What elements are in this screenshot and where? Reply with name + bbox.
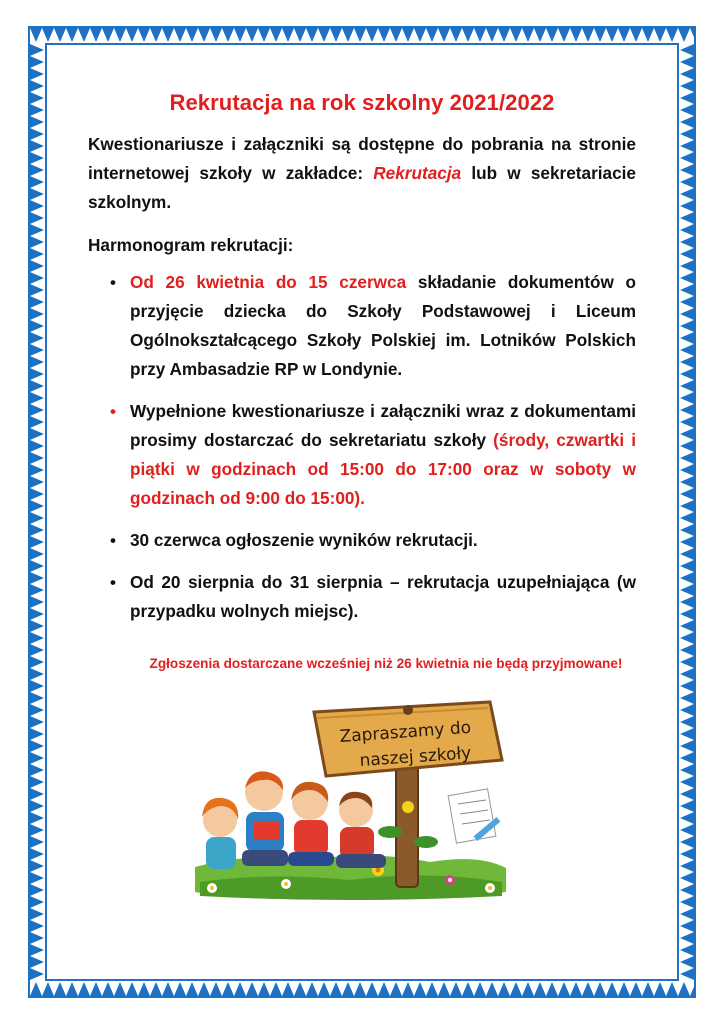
- border-triangle: [522, 28, 534, 42]
- border-triangle: [30, 982, 42, 996]
- border-triangle: [402, 982, 414, 996]
- border-triangle: [30, 584, 44, 596]
- border-triangle: [30, 548, 44, 560]
- border-triangle: [54, 982, 66, 996]
- border-triangle: [30, 848, 44, 860]
- border-triangle: [66, 28, 78, 42]
- border-triangle: [138, 982, 150, 996]
- border-triangle: [680, 824, 694, 836]
- border-triangle: [90, 982, 102, 996]
- border-triangle: [654, 982, 666, 996]
- border-triangle: [680, 944, 694, 956]
- border-triangle: [680, 440, 694, 452]
- border-triangle: [30, 836, 44, 848]
- border-triangle: [30, 908, 44, 920]
- border-triangle: [30, 644, 44, 656]
- sign-line-1: Zapraszamy do: [338, 717, 472, 747]
- border-triangle: [680, 176, 694, 188]
- border-triangle: [30, 68, 44, 80]
- border-triangle: [680, 932, 694, 944]
- border-triangle: [606, 982, 618, 996]
- border-triangle: [474, 28, 486, 42]
- border-triangle: [30, 812, 44, 824]
- border-triangle: [30, 788, 44, 800]
- border-triangle: [680, 284, 694, 296]
- border-triangle: [30, 488, 44, 500]
- border-triangle: [680, 200, 694, 212]
- border-triangle: [342, 28, 354, 42]
- border-triangle: [30, 704, 44, 716]
- border-triangle: [680, 320, 694, 332]
- border-triangle: [498, 28, 510, 42]
- border-triangle: [642, 982, 654, 996]
- border-triangle: [680, 380, 694, 392]
- border-triangle: [366, 982, 378, 996]
- border-triangle: [30, 968, 44, 980]
- border-triangle: [42, 28, 54, 42]
- border-triangle: [680, 416, 694, 428]
- border-triangle: [114, 982, 126, 996]
- border-triangle: [30, 872, 44, 884]
- border-triangle: [30, 344, 44, 356]
- border-triangle: [558, 28, 570, 42]
- border-triangle: [680, 776, 694, 788]
- border-triangle: [30, 188, 44, 200]
- border-triangle: [30, 320, 44, 332]
- border-triangle: [102, 28, 114, 42]
- border-triangle: [270, 982, 282, 996]
- border-triangle: [486, 28, 498, 42]
- border-triangle: [680, 332, 694, 344]
- border-triangle: [680, 68, 694, 80]
- border-triangle: [680, 116, 694, 128]
- border-triangle: [462, 28, 474, 42]
- border-triangle: [150, 28, 162, 42]
- border-triangle: [680, 236, 694, 248]
- border-triangle: [30, 260, 44, 272]
- border-triangle: [438, 28, 450, 42]
- border-triangle: [510, 982, 522, 996]
- border-triangle: [210, 28, 222, 42]
- border-triangle: [426, 982, 438, 996]
- border-triangle: [450, 28, 462, 42]
- border-triangle: [680, 104, 694, 116]
- border-triangle: [680, 536, 694, 548]
- border-triangle: [30, 404, 44, 416]
- border-triangle: [126, 28, 138, 42]
- border-triangle: [30, 272, 44, 284]
- border-triangle: [678, 28, 690, 42]
- border-triangle: [680, 848, 694, 860]
- border-triangle: [30, 476, 44, 488]
- border-triangle: [390, 982, 402, 996]
- border-triangle: [126, 982, 138, 996]
- border-triangle: [30, 428, 44, 440]
- border-triangle: [680, 524, 694, 536]
- border-triangle: [680, 632, 694, 644]
- border-triangle: [30, 860, 44, 872]
- border-triangle: [594, 982, 606, 996]
- border-triangle: [680, 404, 694, 416]
- border-triangle: [680, 872, 694, 884]
- border-triangle: [666, 982, 678, 996]
- border-triangle: [680, 44, 694, 56]
- item-highlight: Od 26 kwietnia do 15 czerwca: [130, 272, 407, 292]
- border-triangle: [630, 28, 642, 42]
- border-triangle: [30, 176, 44, 188]
- border-triangle: [30, 284, 44, 296]
- border-triangle: [30, 248, 44, 260]
- border-triangle: [30, 824, 44, 836]
- intro-paragraph: [88, 130, 636, 217]
- border-triangle: [534, 982, 546, 996]
- border-triangle: [30, 512, 44, 524]
- border-triangle: [680, 476, 694, 488]
- border-triangle: [678, 982, 690, 996]
- bullet-icon: •: [110, 273, 116, 292]
- border-triangle: [30, 500, 44, 512]
- border-triangle: [680, 704, 694, 716]
- border-triangle: [342, 982, 354, 996]
- border-triangle: [30, 152, 44, 164]
- border-triangle: [680, 128, 694, 140]
- recruitment-link[interactable]: Rekrutacja: [373, 163, 462, 183]
- border-triangle: [30, 128, 44, 140]
- border-triangle: [618, 28, 630, 42]
- border-triangle: [354, 28, 366, 42]
- border-triangle: [680, 896, 694, 908]
- border-triangle: [680, 764, 694, 776]
- border-triangle: [558, 982, 570, 996]
- border-triangle: [680, 728, 694, 740]
- schedule-list: [88, 268, 636, 626]
- border-triangle: [438, 982, 450, 996]
- border-triangle: [378, 28, 390, 42]
- bullet-icon: •: [110, 531, 116, 550]
- border-triangle: [680, 56, 694, 68]
- border-triangle: [680, 452, 694, 464]
- border-triangle: [680, 812, 694, 824]
- border-triangle: [282, 982, 294, 996]
- border-triangle: [54, 28, 66, 42]
- border-triangle: [680, 740, 694, 752]
- border-triangle: [30, 236, 44, 248]
- border-triangle: [30, 200, 44, 212]
- border-triangle: [680, 908, 694, 920]
- border-triangle: [90, 28, 102, 42]
- border-triangle: [78, 982, 90, 996]
- bullet-icon: •: [110, 573, 116, 592]
- border-triangle: [570, 982, 582, 996]
- border-triangle: [162, 28, 174, 42]
- border-triangle: [30, 392, 44, 404]
- border-triangle: [680, 392, 694, 404]
- bullet-icon: •: [110, 402, 116, 421]
- border-triangle: [534, 28, 546, 42]
- intro-after-text: lub w sekretariacie szkolnym.: [88, 163, 636, 212]
- border-triangle: [30, 692, 44, 704]
- children-sign-illustration: [190, 692, 510, 906]
- border-triangle: [30, 44, 44, 56]
- border-triangle: [198, 28, 210, 42]
- border-triangle: [618, 982, 630, 996]
- border-triangle: [30, 740, 44, 752]
- border-triangle: [186, 28, 198, 42]
- border-triangle: [330, 28, 342, 42]
- border-triangle: [30, 524, 44, 536]
- border-triangle: [30, 956, 44, 968]
- border-triangle: [30, 596, 44, 608]
- border-triangle: [680, 260, 694, 272]
- border-triangle: [546, 28, 558, 42]
- border-triangle: [680, 212, 694, 224]
- border-triangle: [680, 596, 694, 608]
- border-triangle: [680, 500, 694, 512]
- border-triangle: [246, 28, 258, 42]
- item-text: 30 czerwca ogłoszenie wyników rekrutacji.: [130, 530, 478, 550]
- border-triangle: [30, 764, 44, 776]
- border-triangle: [246, 982, 258, 996]
- item-text: Od 20 sierpnia do 31 sierpnia – rekrutacja uzupełniająca (w przypadku wolnych miejsc).: [130, 572, 636, 621]
- border-triangle: [390, 28, 402, 42]
- border-triangle: [30, 380, 44, 392]
- border-triangle: [30, 668, 44, 680]
- border-triangle: [680, 800, 694, 812]
- border-triangle: [366, 28, 378, 42]
- border-triangle: [198, 982, 210, 996]
- border-triangle: [330, 982, 342, 996]
- border-triangle: [666, 28, 678, 42]
- deadline-note: Zgłoszenia dostarczane wcześniej niż 26 kwietnia nie będą przyjmowane!: [149, 656, 623, 671]
- border-triangle: [402, 28, 414, 42]
- sign-line-2: naszej szkoły: [358, 743, 472, 771]
- border-triangle: [42, 982, 54, 996]
- border-triangle: [680, 572, 694, 584]
- border-triangle: [66, 982, 78, 996]
- border-triangle: [30, 620, 44, 632]
- border-triangle: [162, 982, 174, 996]
- border-triangle: [30, 656, 44, 668]
- border-triangle: [294, 28, 306, 42]
- border-triangle: [680, 224, 694, 236]
- item-highlight: (środy, czwartki i piątki w godzinach od 15:00 do 17:00 oraz w soboty w godzinach od 9:00 do 15:00).: [130, 430, 637, 508]
- border-triangle: [30, 944, 44, 956]
- border-triangle: [30, 116, 44, 128]
- border-triangle: [30, 224, 44, 236]
- border-triangle: [680, 464, 694, 476]
- border-triangle: [306, 982, 318, 996]
- border-triangle: [30, 104, 44, 116]
- border-triangle: [234, 982, 246, 996]
- border-triangle: [474, 982, 486, 996]
- border-triangle: [680, 308, 694, 320]
- border-triangle: [30, 752, 44, 764]
- border-triangle: [680, 584, 694, 596]
- border-triangle: [450, 982, 462, 996]
- border-triangle: [270, 28, 282, 42]
- border-triangle: [462, 982, 474, 996]
- border-triangle: [234, 28, 246, 42]
- intro-text: Kwestionariusze i załączniki są dostępne do pobrania na stronie internetowej szkoły w zakładce:: [88, 134, 636, 183]
- border-triangle: [30, 440, 44, 452]
- border-triangle: [30, 800, 44, 812]
- border-triangle: [654, 28, 666, 42]
- border-triangle: [680, 368, 694, 380]
- border-triangle: [680, 152, 694, 164]
- border-triangle: [114, 28, 126, 42]
- border-triangle: [486, 982, 498, 996]
- list-item: [88, 268, 636, 384]
- border-triangle: [30, 164, 44, 176]
- item-text: składanie dokumentów o przyjęcie dziecka do Szkoły Podstawowej i Liceum Ogólnokształcącego Szkoły Polskiej im. Lotników Polskich przy Ambasadzie RP w Londynie.: [130, 272, 636, 379]
- border-triangle: [282, 28, 294, 42]
- border-triangle: [30, 296, 44, 308]
- border-triangle: [426, 28, 438, 42]
- border-triangle: [186, 982, 198, 996]
- border-triangle: [414, 982, 426, 996]
- border-triangle: [630, 982, 642, 996]
- border-triangle: [30, 716, 44, 728]
- border-triangle: [354, 982, 366, 996]
- border-triangle: [680, 512, 694, 524]
- border-triangle: [680, 788, 694, 800]
- border-triangle: [680, 92, 694, 104]
- border-triangle: [680, 344, 694, 356]
- border-triangle: [680, 620, 694, 632]
- border-triangle: [30, 884, 44, 896]
- border-triangle: [680, 488, 694, 500]
- border-triangle: [30, 680, 44, 692]
- item-text: Wypełnione kwestionariusze i załączniki wraz z dokumentami prosimy dostarczać do sekretariatu szkoły: [130, 401, 636, 450]
- border-triangle: [78, 28, 90, 42]
- border-triangle: [174, 982, 186, 996]
- border-triangle: [680, 956, 694, 968]
- announcement: [88, 90, 636, 639]
- border-triangle: [30, 452, 44, 464]
- border-triangle: [680, 860, 694, 872]
- border-triangle: [582, 982, 594, 996]
- border-triangle: [680, 248, 694, 260]
- border-triangle: [294, 982, 306, 996]
- border-triangle: [30, 896, 44, 908]
- border-triangle: [30, 560, 44, 572]
- border-triangle: [642, 28, 654, 42]
- border-triangle: [30, 28, 42, 42]
- page-title: Rekrutacja na rok szkolny 2021/2022: [169, 90, 555, 115]
- border-triangle: [680, 140, 694, 152]
- schedule-heading: Harmonogram rekrutacji:: [88, 235, 294, 255]
- border-triangle: [680, 608, 694, 620]
- border-triangle: [30, 608, 44, 620]
- border-triangle: [680, 752, 694, 764]
- border-triangle: [306, 28, 318, 42]
- border-triangle: [680, 164, 694, 176]
- border-triangle: [680, 920, 694, 932]
- border-triangle: [582, 28, 594, 42]
- border-triangle: [680, 80, 694, 92]
- border-triangle: [680, 716, 694, 728]
- border-triangle: [680, 884, 694, 896]
- border-triangle: [30, 464, 44, 476]
- list-item: [88, 397, 636, 513]
- border-triangle: [680, 548, 694, 560]
- border-triangle: [222, 982, 234, 996]
- welcome-illustration: [190, 692, 510, 906]
- border-triangle: [222, 28, 234, 42]
- border-triangle: [30, 932, 44, 944]
- border-triangle: [30, 728, 44, 740]
- border-triangle: [258, 28, 270, 42]
- border-triangle: [30, 308, 44, 320]
- border-triangle: [606, 28, 618, 42]
- border-triangle: [680, 560, 694, 572]
- border-triangle: [30, 776, 44, 788]
- border-triangle: [138, 28, 150, 42]
- border-triangle: [378, 982, 390, 996]
- border-triangle: [30, 572, 44, 584]
- border-triangle: [30, 536, 44, 548]
- border-triangle: [30, 368, 44, 380]
- border-triangle: [414, 28, 426, 42]
- border-triangle: [680, 680, 694, 692]
- border-triangle: [30, 212, 44, 224]
- border-triangle: [594, 28, 606, 42]
- border-triangle: [30, 416, 44, 428]
- border-triangle: [30, 332, 44, 344]
- border-triangle: [318, 28, 330, 42]
- border-triangle: [258, 982, 270, 996]
- border-triangle: [522, 982, 534, 996]
- border-triangle: [680, 272, 694, 284]
- border-triangle: [546, 982, 558, 996]
- border-triangle: [150, 982, 162, 996]
- border-triangle: [30, 356, 44, 368]
- border-triangle: [680, 428, 694, 440]
- border-triangle: [570, 28, 582, 42]
- border-triangle: [30, 140, 44, 152]
- border-triangle: [498, 982, 510, 996]
- border-triangle: [680, 692, 694, 704]
- list-item: [88, 568, 636, 626]
- border-triangle: [680, 356, 694, 368]
- border-triangle: [680, 296, 694, 308]
- border-triangle: [30, 80, 44, 92]
- border-triangle: [102, 982, 114, 996]
- border-triangle: [210, 982, 222, 996]
- border-triangle: [174, 28, 186, 42]
- border-triangle: [680, 644, 694, 656]
- border-triangle: [30, 56, 44, 68]
- border-triangle: [510, 28, 522, 42]
- border-triangle: [318, 982, 330, 996]
- border-triangle: [680, 968, 694, 980]
- border-triangle: [680, 188, 694, 200]
- border-triangle: [30, 92, 44, 104]
- list-item: [88, 526, 636, 555]
- border-triangle: [30, 632, 44, 644]
- border-triangle: [30, 920, 44, 932]
- border-triangle: [680, 836, 694, 848]
